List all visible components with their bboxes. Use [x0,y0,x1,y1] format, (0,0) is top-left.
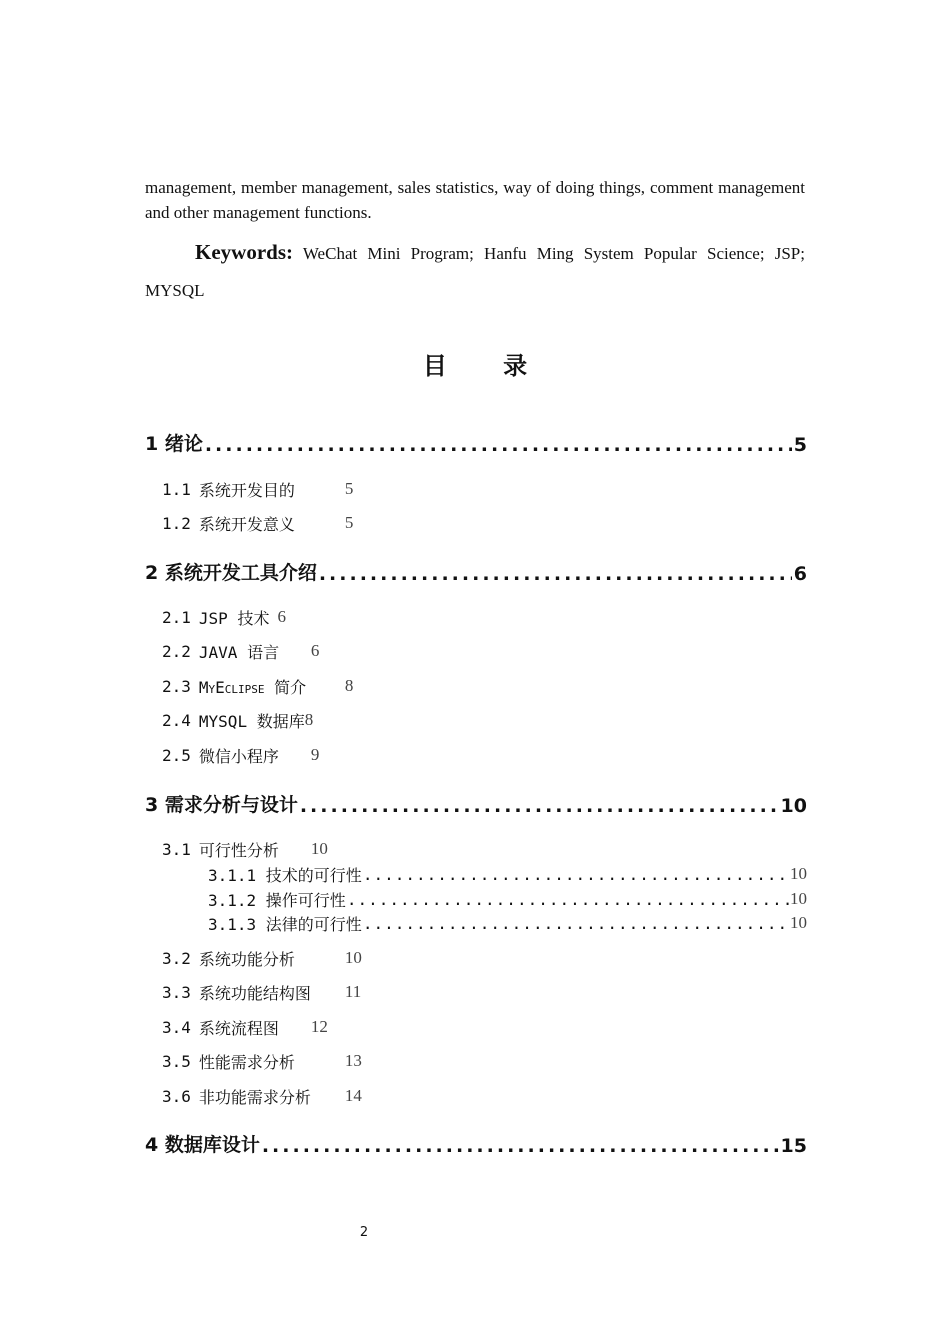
toc-entry-title: 系统功能结构图 [198,983,311,1003]
toc-entry-3-4[interactable] [162,1015,328,1039]
toc-entry-title: 1 绪论 [145,433,203,455]
toc-entry-1-1[interactable] [162,477,353,501]
toc-entry-page: 10 [310,839,328,858]
toc-entry-3-1[interactable] [162,837,328,861]
toc-entry-3-1-1[interactable] [208,863,807,885]
toc-entry-2-5[interactable] [162,743,319,767]
toc-entry-number: 3.6 [162,1086,191,1106]
toc-entry-number: 3.3 [162,982,191,1002]
keywords-text: WeChat Mini Program; Hanfu Ming System Popular Science; JSP; MYSQL [145,244,805,300]
toc-entry-page: 10 [780,795,807,817]
keywords-label: Keywords: [195,240,293,264]
toc-entry-3-6[interactable] [162,1084,362,1108]
toc-entry-page: 6 [793,563,807,585]
toc-entry-3-2[interactable] [162,946,362,970]
toc-entry-title: 3.1.2 操作可行性 [208,890,346,910]
toc-leader-dots [262,1135,779,1157]
toc-entry-title: 性能需求分析 [198,1052,295,1072]
toc-entry-page: 6 [277,607,286,626]
toc-entry-number: 2.1 [162,607,191,627]
toc-leader-dots [363,865,789,884]
toc-entry-page: 10 [790,889,807,908]
toc-entry-page: 8 [304,710,314,729]
keywords-paragraph [145,234,805,309]
toc-entry-number: 1.2 [162,513,191,533]
toc-entry-title: 2 系统开发工具介绍 [145,562,317,584]
toc-entry-title: MyEclipse 简介 [198,677,307,697]
toc-entry-ch3[interactable] [145,789,807,817]
toc-leader-dots [319,563,792,585]
page-number: 2 [359,1225,369,1240]
toc-entry-page: 12 [310,1017,328,1036]
toc-entry-number: 2.5 [162,745,191,765]
toc-entry-1-2[interactable] [162,511,353,535]
toc-entry-title: 3.1.3 法律的可行性 [208,914,362,934]
toc-entry-ch2[interactable] [145,557,807,585]
toc-entry-2-3[interactable] [162,674,353,698]
toc-entry-3-3[interactable] [162,980,361,1004]
toc-entry-2-4[interactable] [162,708,313,732]
toc-entry-page: 5 [344,513,354,532]
toc-entry-page: 10 [344,948,362,967]
toc-entry-title: 微信小程序 [198,746,279,766]
toc-entry-number: 3.4 [162,1017,191,1037]
toc-entry-title: 系统开发意义 [198,514,295,534]
toc-leader-dots [347,890,789,909]
toc-entry-page: 9 [310,745,320,764]
toc-entry-page: 6 [310,641,320,660]
toc-entry-page: 10 [790,864,807,883]
toc-entry-title: 系统功能分析 [198,949,295,969]
toc-entry-ch1[interactable] [145,428,807,456]
toc-entry-title: JSP 技术 [198,608,270,628]
toc-leader-dots [205,434,792,456]
toc-entry-page: 14 [344,1086,362,1105]
toc-entry-title: 可行性分析 [198,840,279,860]
toc-entry-number: 1.1 [162,479,191,499]
toc-entry-title: 3 需求分析与设计 [145,794,298,816]
toc-entry-2-2[interactable] [162,639,319,663]
toc-leader-dots [300,795,779,817]
toc-entry-number: 2.4 [162,710,191,730]
toc-entry-page: 5 [344,479,354,498]
toc-entry-3-1-2[interactable] [208,888,807,910]
toc-entry-ch4[interactable] [145,1129,807,1157]
toc-entry-page: 10 [790,913,807,932]
toc-entry-page: 15 [780,1135,807,1157]
abstract-continuation: management, member management, sales statistics, way of doing things, comment management and other management functions. [145,178,805,222]
toc-entry-title: JAVA 语言 [198,642,280,662]
toc-entry-number: 2.3 [162,676,191,696]
toc-entry-3-5[interactable] [162,1049,362,1073]
toc-entry-title: MYSQL 数据库 [198,711,305,731]
toc-leader-dots [363,914,789,933]
toc-entry-title: 系统流程图 [198,1018,279,1038]
toc-entry-page: 8 [344,676,354,695]
toc-entry-page: 5 [793,434,807,456]
toc-entry-page: 11 [344,982,362,1001]
toc-entry-2-1[interactable] [162,605,286,629]
toc-entry-number: 2.2 [162,641,191,661]
toc-entry-number: 3.5 [162,1051,191,1071]
toc-entry-title: 非功能需求分析 [198,1087,311,1107]
toc-title: 目 录 [422,352,552,380]
toc-entry-number: 3.1 [162,839,191,859]
toc-entry-page: 13 [344,1051,362,1070]
toc-entry-title: 3.1.1 技术的可行性 [208,865,362,885]
toc-entry-number: 3.2 [162,948,191,968]
toc-entry-title: 系统开发目的 [198,480,295,500]
toc-entry-3-1-3[interactable] [208,912,807,934]
toc-entry-title: 4 数据库设计 [145,1134,260,1156]
